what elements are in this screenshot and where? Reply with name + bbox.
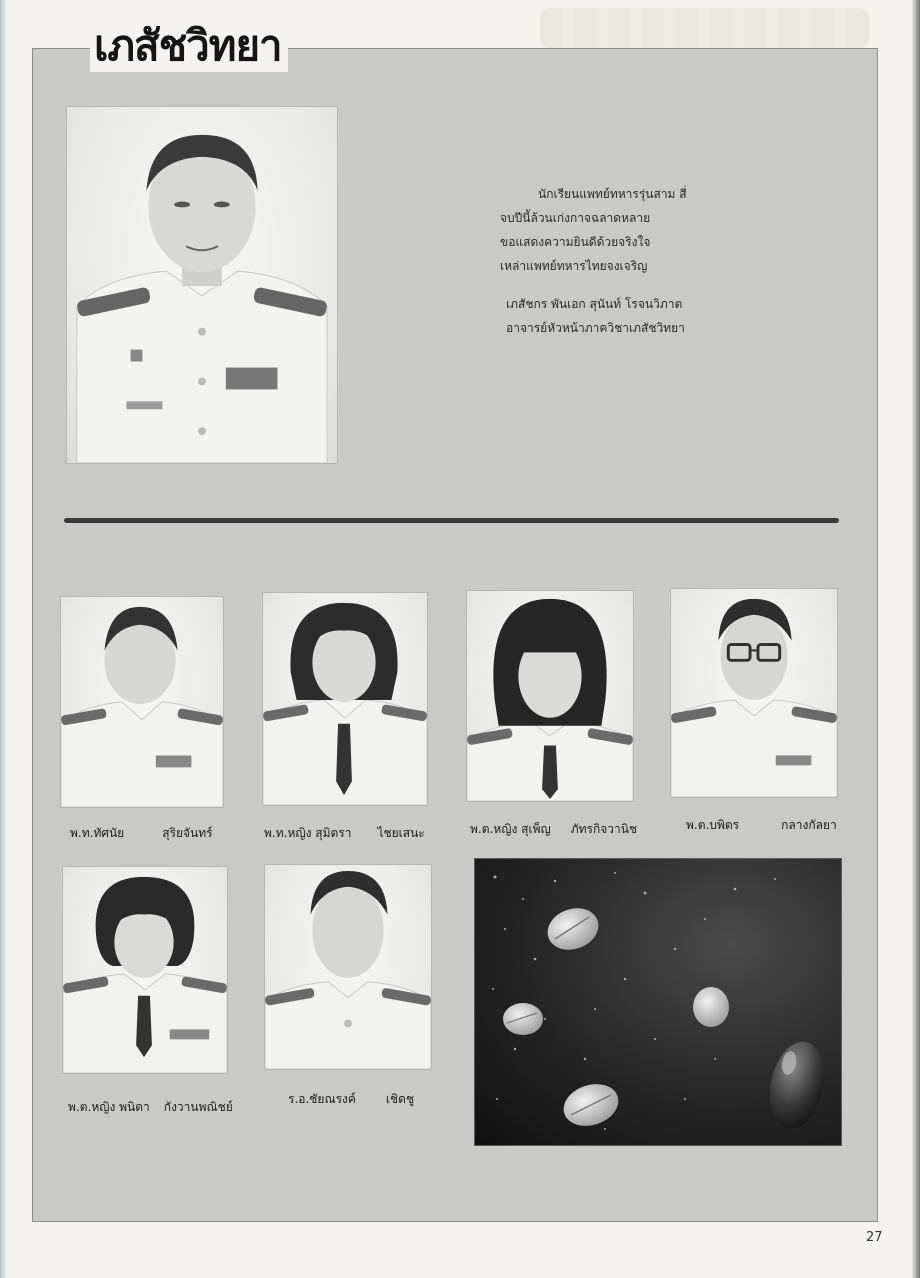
congratulatory-poem	[500, 182, 760, 340]
poem-line: นักเรียนแพทย์ทหารรุ่นสาม สี่	[538, 187, 687, 201]
staff-caption-4	[686, 816, 837, 835]
staff-surname: กังวานพณิชย์	[163, 1100, 233, 1114]
staff-surname: กลางกัลยา	[781, 818, 837, 832]
pills-photograph	[474, 858, 842, 1146]
staff-surname: เชิดชู	[385, 1092, 415, 1106]
staff-rank-name: พ.ต.หญิง พนิดา	[68, 1100, 150, 1114]
poem-line: ขอแสดงความยินดีด้วยจริงใจ	[500, 235, 651, 249]
show-through-heading	[540, 8, 870, 48]
staff-caption-2	[264, 824, 425, 843]
staff-portrait	[264, 864, 432, 1070]
page-edge-left	[0, 0, 6, 1278]
signature-title: อาจารย์หัวหน้าภาควิชาเภสัชวิทยา	[506, 321, 685, 335]
section-divider	[64, 518, 839, 523]
poem-line: จบปีนี้ล้วนเก่งกาจฉลาดหลาย	[500, 211, 651, 225]
poem-line: เหล่าแพทย์ทหารไทยจงเจริญ	[500, 259, 648, 273]
staff-rank-name: พ.ต.บพิตร	[686, 818, 740, 832]
page-number: 27	[866, 1230, 883, 1245]
staff-surname: สุริยจันทร์	[162, 826, 213, 840]
department-head-portrait	[66, 106, 338, 464]
staff-rank-name: พ.ท.หญิง สุมิตรา	[264, 826, 352, 840]
staff-portrait	[262, 592, 428, 806]
staff-caption-3	[470, 820, 637, 839]
staff-rank-name: ร.อ.ชัยณรงค์	[288, 1092, 356, 1106]
staff-rank-name: พ.ท.ทัศนัย	[70, 826, 125, 840]
page-edge-right	[912, 0, 920, 1278]
staff-portrait	[62, 866, 228, 1074]
staff-caption-5	[68, 1098, 233, 1117]
staff-portrait	[60, 596, 224, 808]
staff-rank-name: พ.ต.หญิง สุเพ็ญ	[470, 822, 551, 836]
staff-caption-1	[70, 824, 213, 843]
staff-portrait	[466, 590, 634, 802]
staff-surname: ไชยเสนะ	[377, 826, 425, 840]
page-title: เภสัชวิทยา	[90, 20, 288, 72]
staff-portrait	[670, 588, 838, 798]
staff-surname: ภัทรกิจวานิช	[570, 822, 638, 836]
staff-caption-6	[288, 1090, 414, 1109]
signature-name: เภสัชกร พันเอก สุนันท์ โรจนวิภาต	[506, 297, 683, 311]
